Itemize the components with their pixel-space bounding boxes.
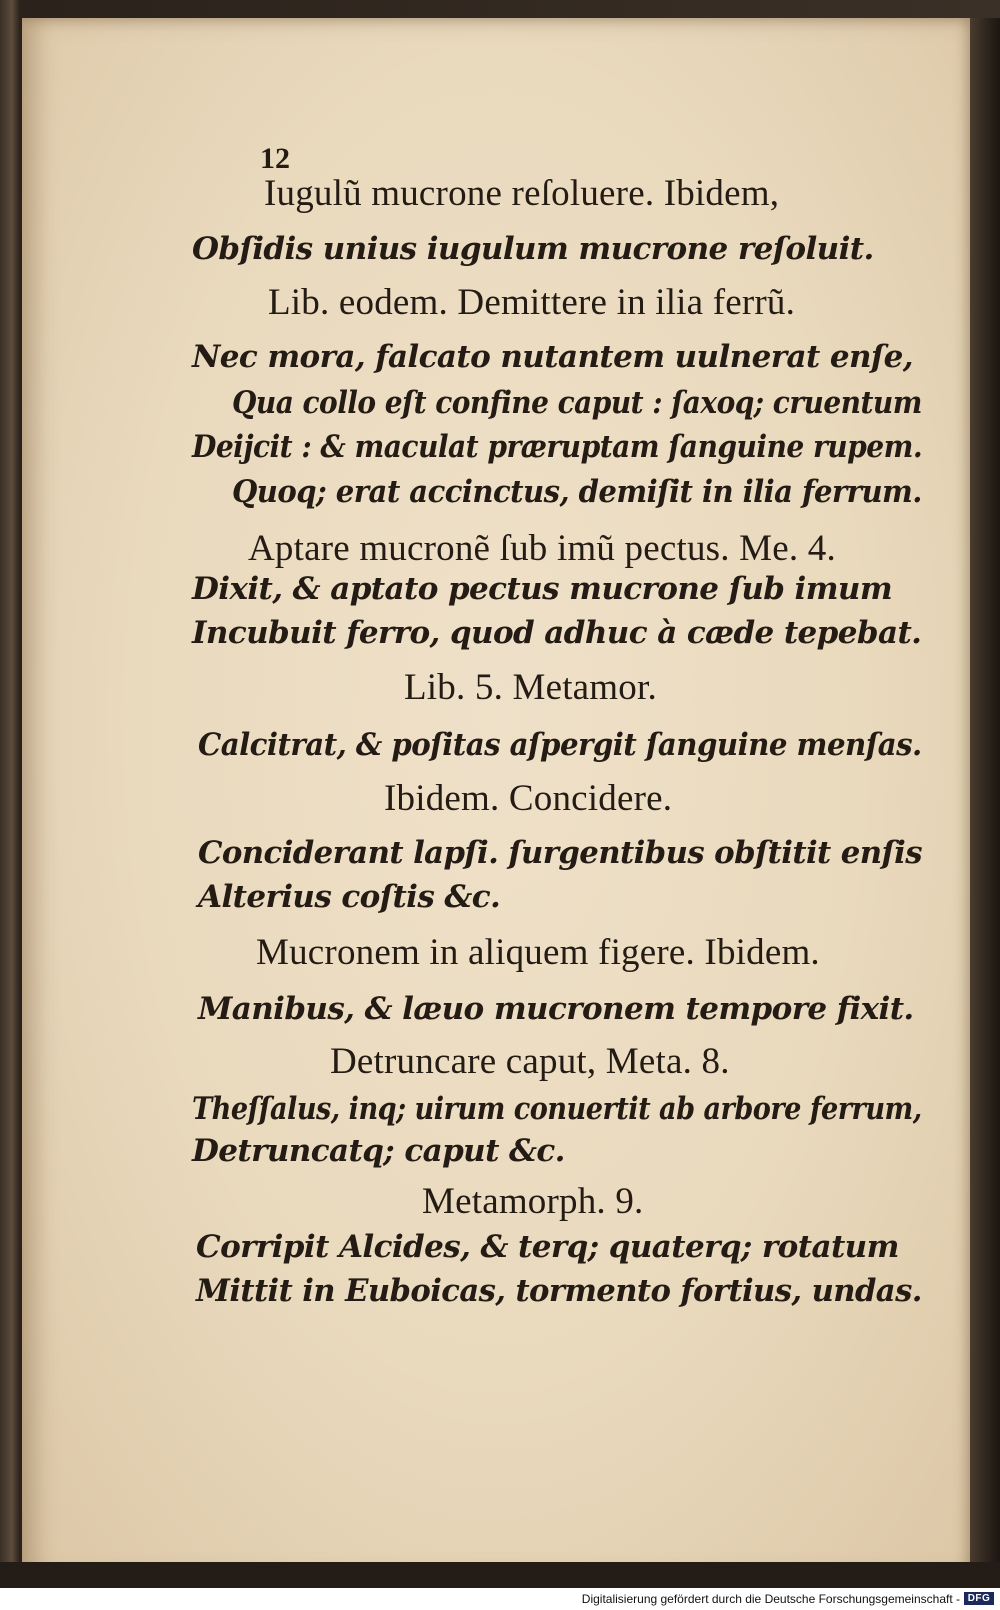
text-line: Corripit Alcides, & terq; quaterq; rotatum — [196, 1229, 899, 1265]
text-line: Manibus, & læuo mucronem tempore fixit. — [198, 991, 914, 1027]
text-line: Dixit, & aptato pectus mucrone ſub imum — [192, 571, 893, 607]
book-edge — [970, 18, 1000, 1576]
text-line: Deijcit : & maculat præruptam ſanguine rupem. — [192, 429, 923, 465]
text-line: Lib. eodem. Demittere in ilia ferrũ. — [268, 282, 796, 323]
text-line: Lib. 5. Metamor. — [404, 667, 657, 708]
text-line: Conciderant lapſi. ſurgentibus obſtitit enſis — [198, 835, 922, 871]
book-bottom-edge — [0, 1562, 1000, 1588]
text-line: Detruncare caput, Meta. 8. — [330, 1041, 730, 1082]
text-line: Ibidem. Concidere. — [384, 778, 673, 819]
text-line: Theſſalus, inq; uirum conuertit ab arbore ferrum, — [192, 1091, 922, 1127]
text-line: Detruncatq; caput &c. — [192, 1133, 565, 1169]
page-number: 12 — [260, 142, 290, 175]
text-line: Quoq; erat accinctus, demiſit in ilia ferrum. — [232, 474, 922, 510]
text-line: Obſidis unius iugulum mucrone reſoluit. — [192, 231, 874, 267]
text-line: Nec mora, falcato nutantem uulnerat enſe, — [192, 339, 913, 375]
text-line: Qua collo eſt confine caput : ſaxoq; cruentum — [232, 385, 922, 421]
book-page — [22, 18, 972, 1576]
text-line: Incubuit ferro, quod adhuc à cæde tepebat. — [192, 615, 922, 651]
dfg-logo: DFG — [964, 1592, 994, 1605]
text-line: Metamorph. 9. — [422, 1181, 644, 1222]
footer-bar — [0, 1588, 1000, 1610]
text-line: Mittit in Euboicas, tormento fortius, undas. — [196, 1273, 922, 1309]
text-line: Iugulũ mucrone reſoluere. Ibidem, — [264, 173, 780, 214]
text-line: Aptare mucronẽ ſub imũ pectus. Me. 4. — [248, 528, 836, 569]
text-line: Mucronem in aliquem figere. Ibidem. — [256, 932, 820, 973]
text-line: Alterius coſtis &c. — [198, 879, 501, 915]
footer-credit: Digitalisierung gefördert durch die Deutsche Forschungsgemeinschaft - — [581, 1592, 960, 1606]
text-line: Calcitrat, & poſitas aſpergit ſanguine menſas. — [198, 727, 922, 763]
